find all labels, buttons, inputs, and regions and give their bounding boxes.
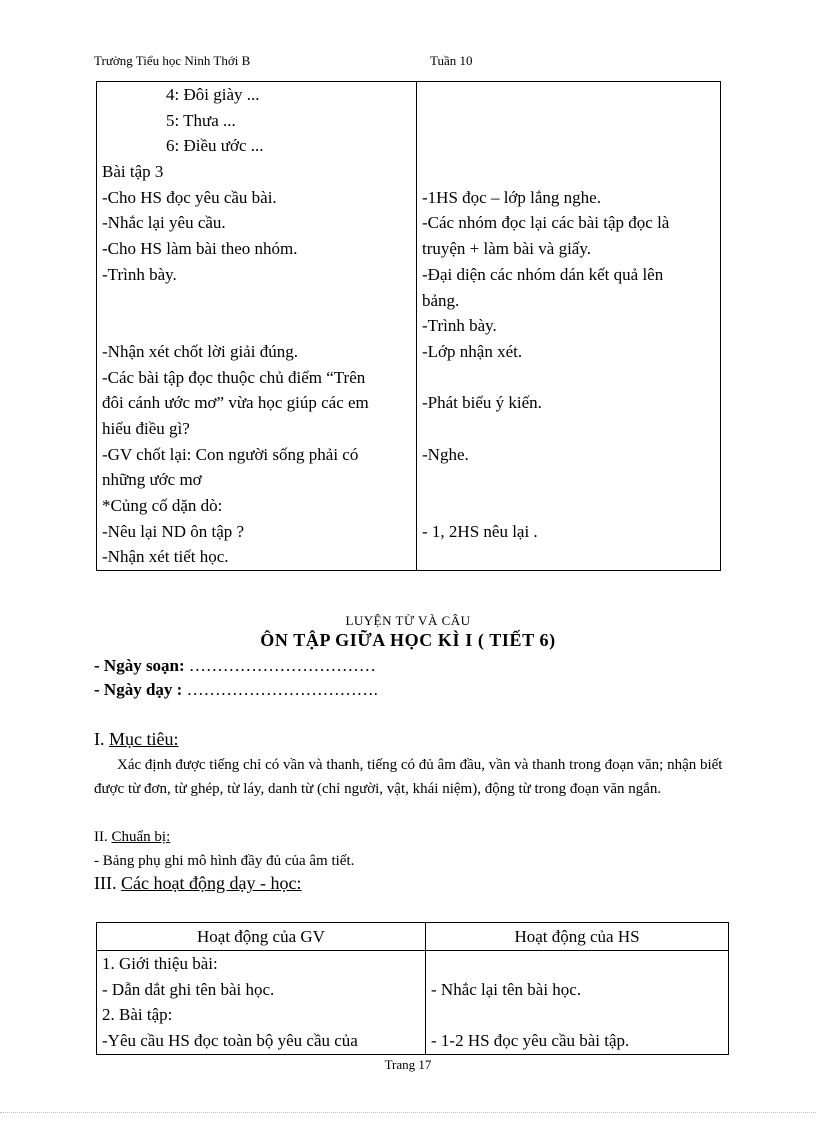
hs-line: - Nhắc lại tên bài học. bbox=[431, 979, 582, 999]
page-number: Trang 17 bbox=[384, 1057, 432, 1072]
subject-title: LUYỆN TỪ VÀ CÂU bbox=[345, 613, 471, 628]
table2-hs-column bbox=[426, 951, 729, 1055]
hs-line bbox=[422, 82, 720, 108]
table1-gv-column bbox=[97, 82, 417, 571]
gv-line: -Nhận xét chốt lời giải đúng. bbox=[102, 341, 298, 361]
gv-line bbox=[102, 313, 416, 339]
activity-table-1 bbox=[96, 81, 721, 571]
gv-line: 6: Điều ước ... bbox=[166, 136, 264, 156]
gv-line: 5: Thưa ... bbox=[166, 110, 236, 130]
gv-line: -Các bài tập đọc thuộc chủ điểm “Trên bbox=[102, 367, 366, 387]
table2-head-gv: Hoạt động của GV bbox=[97, 923, 426, 951]
gv-line: - Dẫn dắt ghi tên bài học. bbox=[102, 979, 275, 999]
hs-line bbox=[422, 493, 720, 519]
gv-line: *Củng cố dặn dò: bbox=[102, 496, 223, 515]
hs-line bbox=[431, 1002, 728, 1028]
hs-line bbox=[422, 108, 720, 134]
gv-line bbox=[102, 288, 416, 314]
hs-line: - 1-2 HS đọc yêu cầu bài tập. bbox=[431, 1031, 630, 1051]
header-week: Tuần 10 bbox=[430, 53, 473, 68]
table1-hs-column bbox=[417, 82, 721, 571]
gv-line: 1. Giới thiệu bài: bbox=[102, 954, 218, 973]
hs-line bbox=[422, 133, 720, 159]
header-school: Trường Tiểu học Ninh Thới B bbox=[94, 53, 251, 68]
date-teach-value: ……………………………. bbox=[186, 680, 378, 699]
date-prepare bbox=[94, 656, 376, 676]
objectives-text: Xác định được tiếng chỉ có vần và thanh, tiếng có đủ âm đầu, vần và thanh trong đoạn văn; nhận biết được từ đơn, từ ghép, từ láy, danh từ (chỉ người, vật, khái niệm), động từ trong đoạn văn ngắn. bbox=[94, 757, 723, 797]
prep-text: - Bảng phụ ghi mô hình đầy đủ của âm tiết. bbox=[94, 853, 355, 869]
gv-line: -Nhắc lại yêu cầu. bbox=[102, 213, 226, 233]
hs-line: -Trình bày. bbox=[422, 316, 497, 336]
hs-line: - 1, 2HS nêu lại . bbox=[422, 521, 538, 541]
gv-line: những ước mơ bbox=[102, 470, 202, 490]
gv-line: đôi cánh ước mơ” vừa học giúp các em bbox=[102, 393, 369, 413]
hs-line bbox=[422, 365, 720, 391]
table2-gv-column bbox=[97, 951, 426, 1055]
hs-line: -Nghe. bbox=[422, 444, 469, 464]
date-teach-label: - Ngày dạy : bbox=[94, 680, 183, 699]
activities-heading: III. Các hoạt động dạy - học: bbox=[94, 873, 302, 893]
hs-line: -Lớp nhận xét. bbox=[422, 341, 523, 361]
table-row bbox=[97, 951, 729, 1055]
gv-line: 2. Bài tập: bbox=[102, 1005, 173, 1025]
gv-line: -Nêu lại ND ôn tập ? bbox=[102, 521, 245, 541]
lesson-title: ÔN TẬP GIỮA HỌC KÌ I ( TIẾT 6) bbox=[260, 630, 556, 650]
table-row bbox=[97, 82, 721, 571]
gv-line: -Yêu cầu HS đọc toàn bộ yêu cầu của bbox=[102, 1031, 358, 1051]
page-bottom-edge bbox=[0, 1112, 816, 1113]
gv-line: -Trình bày. bbox=[102, 264, 177, 284]
date-prepare-value: …………………………… bbox=[188, 656, 376, 675]
gv-line: -Cho HS đọc yêu cầu bài. bbox=[102, 187, 277, 207]
gv-line: hiểu điều gì? bbox=[102, 418, 190, 438]
hs-line: truyện + làm bài và giấy. bbox=[422, 239, 591, 259]
date-teach bbox=[94, 680, 378, 700]
date-prepare-label: - Ngày soạn: bbox=[94, 656, 185, 675]
objectives-heading: I. Mục tiêu: bbox=[94, 729, 179, 749]
gv-line: -Cho HS làm bài theo nhóm. bbox=[102, 239, 298, 259]
gv-line: -Nhận xét tiết học. bbox=[102, 547, 229, 567]
gv-line: 4: Đôi giày ... bbox=[166, 85, 260, 104]
hs-line: -Phát biểu ý kiến. bbox=[422, 393, 542, 413]
table2-head-hs: Hoạt động của HS bbox=[426, 923, 729, 951]
hs-line bbox=[431, 951, 728, 977]
activity-table-2 bbox=[96, 922, 729, 1055]
hs-line bbox=[422, 467, 720, 493]
hs-line bbox=[422, 416, 720, 442]
hs-line bbox=[422, 544, 720, 570]
hs-line: -Đại diện các nhóm dán kết quả lên bbox=[422, 264, 664, 284]
hs-line: -1HS đọc – lớp lắng nghe. bbox=[422, 187, 601, 207]
gv-line: -GV chốt lại: Con người sống phải có bbox=[102, 444, 359, 464]
hs-line: bảng. bbox=[422, 290, 460, 310]
hs-line bbox=[422, 159, 720, 185]
prep-heading: II. Chuẩn bị: bbox=[94, 829, 171, 845]
hs-line: -Các nhóm đọc lại các bài tập đọc là bbox=[422, 213, 670, 233]
gv-line: Bài tập 3 bbox=[102, 162, 164, 182]
